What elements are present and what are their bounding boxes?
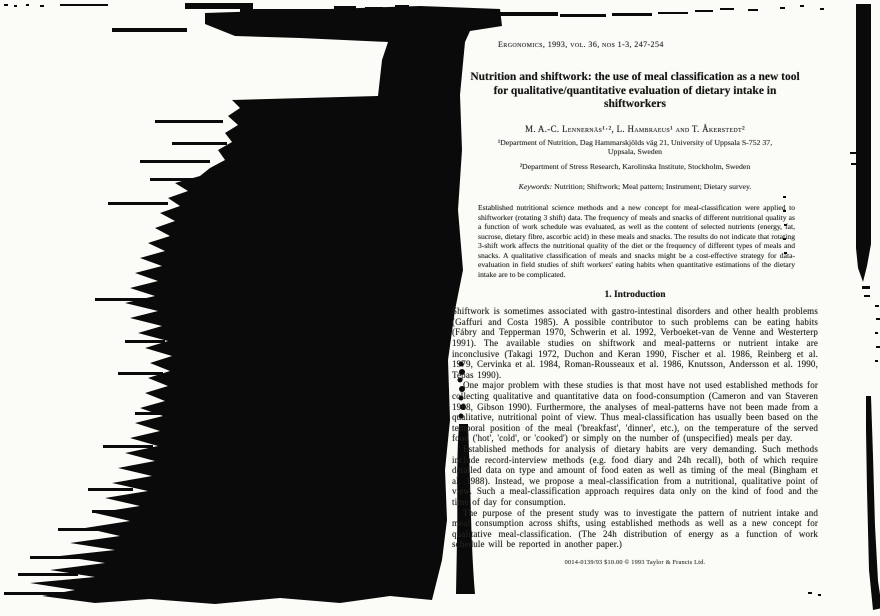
authors-line: M. A.-C. Lennernäs¹·², L. Hambraeus¹ and T. Åkerstedt² (525, 123, 745, 134)
intro-paragraph-2: One major problem with these studies is that most have not used established methods for collecting qualitative and quantitative data on food-consumption (Cameron and van Staveren 1988, Gibson 1990). Furthermore, the analyses of meal-patterns have not been made from a qualitative, nutritional point of view. Thus meal-classification has usually been based on the temporal position of the meal ('breakfast', 'dinner', etc.), on the temperature of the served food ('hot', 'cold', or 'cooked') or simply on the number of (unspecified) meals per day. (452, 380, 818, 444)
journal-header: Ergonomics, 1993, vol. 36, nos 1-3, 247-254 (498, 40, 664, 49)
copyright-imprint: 0014-0139/93 $10.00 © 1993 Taylor & Francis Ltd. (564, 558, 706, 566)
keywords-label: Keywords: (518, 182, 553, 192)
article-page (452, 0, 818, 566)
abstract-text: Established nutritional science methods and a new concept for meal-classification were applied to shiftworker (rotating 3 shift) data. The frequency of meals and snacks of different nutritional quality as a function of work schedule was evaluated, as well as the content of selected nutrients (energy, fat, sucrose, dietary fibre, ascorbic acid) in these meals and snacks. The results do not indicate that rotating 3-shift work affects the nutritional quality of the diet or the frequency of different types of meals and snacks. A qualitative classification of meals and snacks might be a cost-effective strategy for data-evaluation in field studies of shift workers' eating habits when quantitative estimations of the dietary intake are to be complicated. (478, 203, 795, 279)
affiliation-1: ¹Department of Nutrition, Dag Hammarskjölds väg 21, University of Uppsala S-752 37, Uppsala, Sweden (497, 137, 773, 157)
scan-right-bar (856, 4, 871, 282)
keywords-text: Nutrition; Shiftwork; Meal pattern; Instrument; Dietary survey. (554, 182, 752, 192)
intro-paragraph-3: Established methods for analysis of dietary habits are very demanding. Such methods include record-interview methods (e.g. food diary and 24h recall), both of which require detailed data on type and amount of food eaten as well as timing of the meal (Bingham et al. 1988). Instead, we propose a meal-classification from a nutritional, qualitative point of view. Such a meal-classification approach requires data only on the kind of food and the time of day for consumption. (452, 444, 818, 507)
keywords-line (452, 182, 818, 191)
intro-paragraph-1: Shiftwork is sometimes associated with gastro-intestinal disorders and other health problems (Gaffuri and Costa 1985). A possible contributor to such problems can be eating habits (Fábry and Tepperman 1970, Schwerin et al. 1992, Verboeket-van de Venne and Westerterp 1991). The available studies on shiftwork and meal-patterns or nutrient intake are inconclusive (Takagi 1972, Duchon and Keran 1990, Fischer et al. 1986, Reinberg et al. 1979, Cervinka et al. 1984, Roman-Rousseaux et al. 1986, Knutsson, Andersson et al. 1990, Tepas 1990). (452, 306, 818, 380)
affiliation-2: ²Department of Stress Research, Karolinska Institute, Stockholm, Sweden (519, 161, 751, 171)
intro-paragraph-4: The purpose of the present study was to investigate the pattern of nutrient intake and meal consumption across shifts, using established methods as well as a new concept for qualitative meal-classification. (The 24h distribution of energy as a function of work schedule will be reported in another paper.) (452, 507, 818, 550)
section-heading-introduction: 1. Introduction (604, 290, 666, 301)
scan-right-streak (866, 396, 880, 610)
scan-artifact-left-blob (30, 6, 502, 604)
introduction-body (452, 306, 818, 550)
page-title: Nutrition and shiftwork: the use of meal classification as a new tool for qualitative/quantitative evaluation of dietary intake in shiftworkers (470, 71, 800, 110)
